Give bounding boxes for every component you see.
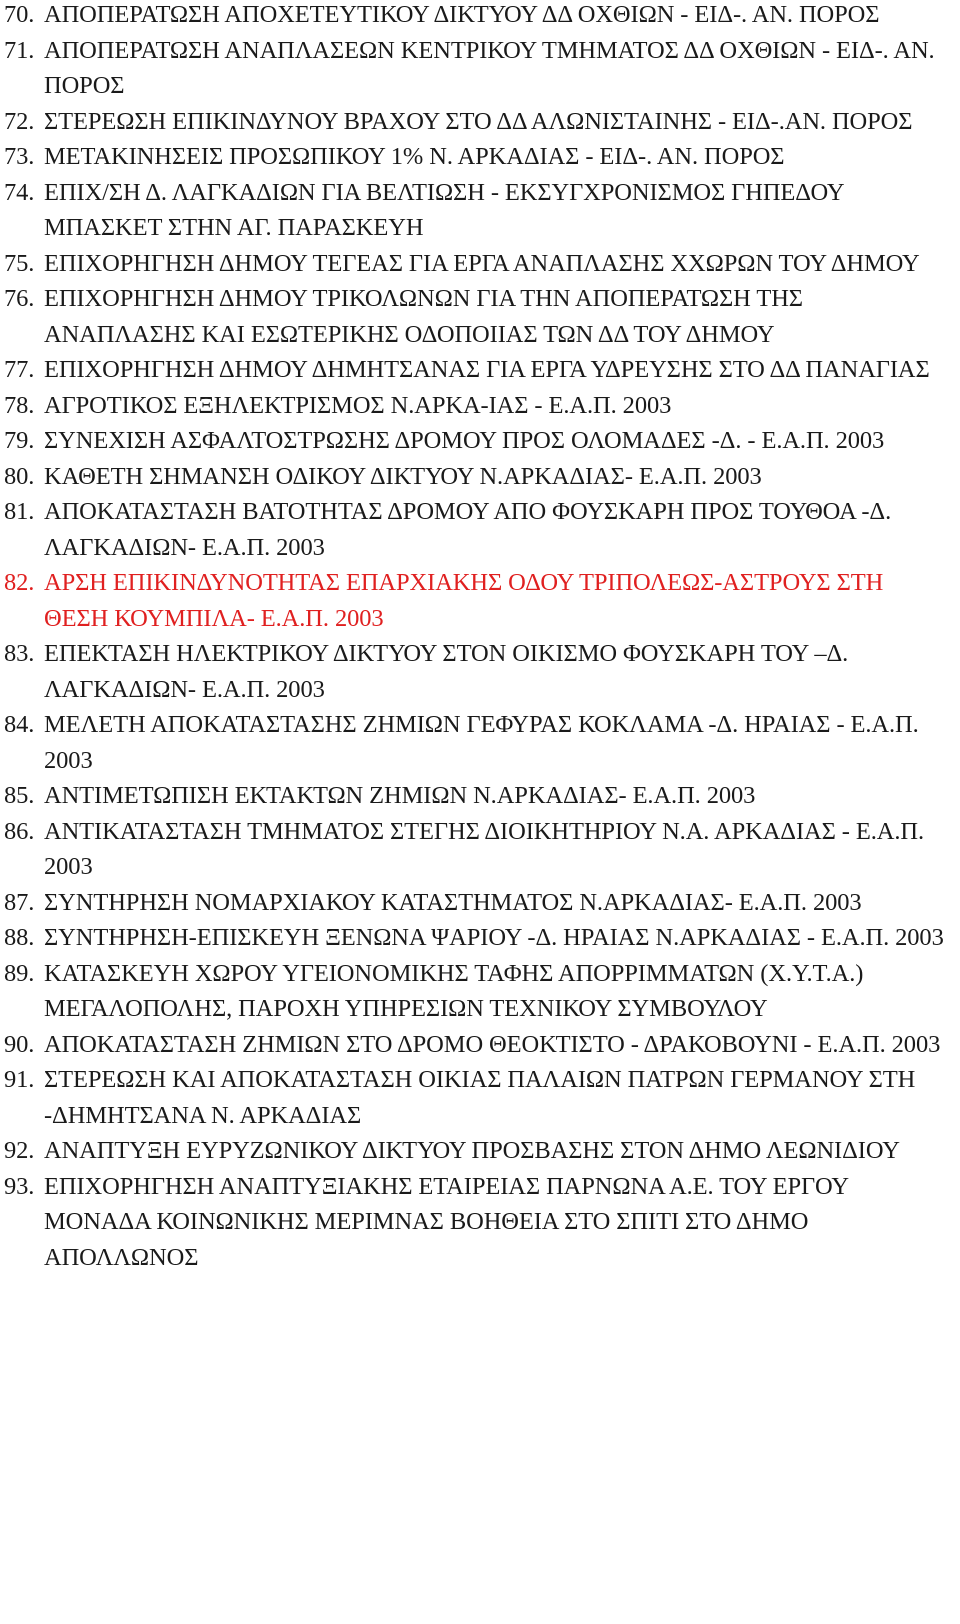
list-item [4, 423, 954, 459]
list-item [4, 885, 954, 921]
item-number: 75. [4, 249, 35, 277]
item-text: ΣΤΕΡΕΩΣΗ ΕΠΙΚΙΝΔΥΝΟΥ ΒΡΑΧΟΥ ΣΤΟ ΔΔ ΑΛΩΝΙΣΤΑΙΝΗΣ - ΕΙΔ-.ΑΝ. ΠΟΡΟΣ [44, 107, 913, 135]
item-number: 76. [4, 285, 35, 312]
item-text: ΜΕΛΕΤΗ ΑΠΟΚΑΤΑΣΤΑΣΗΣ ΖΗΜΙΩΝ ΓΕΦΥΡΑΣ ΚΟΚΛΑΜΑ -Δ. ΗΡΑΙΑΣ - Ε.Α.Π. 2003 [44, 711, 919, 774]
item-text: ΑΝΤΙΚΑΤΑΣΤΑΣΗ ΤΜΗΜΑΤΟΣ ΣΤΕΓΗΣ ΔΙΟΙΚΗΤΗΡΙΟΥ Ν.Α. ΑΡΚΑΔΙΑΣ - Ε.Α.Π. 2003 [44, 817, 924, 880]
item-number: 87. [4, 888, 35, 916]
item-text: ΜΕΤΑΚΙΝΗΣΕΙΣ ΠΡΟΣΩΠΙΚΟΥ 1% Ν. ΑΡΚΑΔΙΑΣ - ΕΙΔ-. ΑΝ. ΠΟΡΟΣ [44, 143, 785, 170]
item-number: 91. [4, 1066, 35, 1093]
item-number: 70. [4, 1, 35, 28]
item-text: ΣΥΝΕΧΙΣΗ ΑΣΦΑΛΤΟΣΤΡΩΣΗΣ ΔΡΟΜΟΥ ΠΡΟΣ ΟΛΟΜΑΔΕΣ -Δ. - Ε.Α.Π. 2003 [44, 427, 885, 454]
list-item [4, 104, 954, 140]
item-number: 92. [4, 1137, 35, 1164]
list-item [4, 956, 954, 1027]
item-text: ΕΠΙΧΟΡΗΓΗΣΗ ΔΗΜΟΥ ΤΡΙΚΟΛΩΝΩΝ ΓΙΑ ΤΗΝ ΑΠΟΠΕΡΑΤΩΣΗ ΤΗΣ ΑΝΑΠΛΑΣΗΣ ΚΑΙ ΕΣΩΤΕΡΙΚΗΣ ΟΔΟΠΟΙΙΑΣ ΤΩΝ ΔΔ ΤΟΥ ΔΗΜΟΥ [44, 285, 803, 348]
item-number: 79. [4, 427, 35, 454]
item-number: 85. [4, 782, 35, 809]
item-number: 88. [4, 924, 35, 951]
list-item [4, 707, 954, 778]
item-number: 83. [4, 640, 35, 667]
project-list [4, 0, 954, 1275]
item-text: ΑΠΟΠΕΡΑΤΩΣΗ ΑΠΟΧΕΤΕΥΤΙΚΟΥ ΔΙΚΤΥΟΥ ΔΔ ΟΧΘΙΩΝ - ΕΙΔ-. ΑΝ. ΠΟΡΟΣ [44, 1, 880, 28]
item-text: ΕΠΙΧΟΡΗΓΗΣΗ ΔΗΜΟΥ ΔΗΜΗΤΣΑΝΑΣ ΓΙΑ ΕΡΓΑ ΥΔΡΕΥΣΗΣ ΣΤΟ ΔΔ ΠΑΝΑΓΙΑΣ [44, 356, 930, 383]
item-text: ΑΠΟΠΕΡΑΤΩΣΗ ΑΝΑΠΛΑΣΕΩΝ ΚΕΝΤΡΙΚΟΥ ΤΜΗΜΑΤΟΣ ΔΔ ΟΧΘΙΩΝ - ΕΙΔ-. ΑΝ. ΠΟΡΟΣ [44, 36, 935, 99]
list-item [4, 494, 954, 565]
list-item [4, 281, 954, 352]
item-text: ΣΤΕΡΕΩΣΗ ΚΑΙ ΑΠΟΚΑΤΑΣΤΑΣΗ ΟΙΚΙΑΣ ΠΑΛΑΙΩΝ ΠΑΤΡΩΝ ΓΕΡΜΑΝΟΥ ΣΤΗ -ΔΗΜΗΤΣΑΝΑ Ν. ΑΡΚΑΔΙΑΣ [44, 1066, 916, 1129]
item-number: 77. [4, 356, 35, 383]
item-number: 78. [4, 391, 35, 419]
item-number: 86. [4, 817, 35, 845]
item-text: ΚΑΤΑΣΚΕΥΗ ΧΩΡΟΥ ΥΓΕΙΟΝΟΜΙΚΗΣ ΤΑΦΗΣ ΑΠΟΡΡΙΜΜΑΤΩΝ (Χ.Υ.Τ.Α.) ΜΕΓΑΛΟΠΟΛΗΣ, ΠΑΡΟΧΗ ΥΠΗΡΕΣΙΩΝ ΤΕΧΝΙΚΟΥ ΣΥΜΒΟΥΛΟΥ [44, 959, 864, 1022]
item-text: ΣΥΝΤΗΡΗΣΗ ΝΟΜΑΡΧΙΑΚΟΥ ΚΑΤΑΣΤΗΜΑΤΟΣ Ν.ΑΡΚΑΔΙΑΣ- Ε.Α.Π. 2003 [44, 888, 862, 916]
item-number: 82. [4, 569, 35, 596]
item-text: ΕΠΙΧ/ΣΗ Δ. ΛΑΓΚΑΔΙΩΝ ΓΙΑ ΒΕΛΤΙΩΣΗ - ΕΚΣΥΓΧΡΟΝΙΣΜΟΣ ΓΗΠΕΔΟΥ ΜΠΑΣΚΕΤ ΣΤΗΝ ΑΓ. ΠΑΡΑΣΚΕΥΗ [44, 178, 844, 241]
item-number: 90. [4, 1030, 35, 1058]
list-item [4, 636, 954, 707]
item-number: 73. [4, 143, 35, 170]
item-number: 74. [4, 178, 35, 206]
item-text: ΣΥΝΤΗΡΗΣΗ-ΕΠΙΣΚΕΥΗ ΞΕΝΩΝΑ ΨΑΡΙΟΥ -Δ. ΗΡΑΙΑΣ Ν.ΑΡΚΑΔΙΑΣ - Ε.Α.Π. 2003 [44, 924, 944, 951]
item-text: ΚΑΘΕΤΗ ΣΗΜΑΝΣΗ ΟΔΙΚΟΥ ΔΙΚΤΥΟΥ Ν.ΑΡΚΑΔΙΑΣ- Ε.Α.Π. 2003 [44, 462, 762, 490]
item-number: 93. [4, 1172, 35, 1200]
item-number: 80. [4, 462, 35, 490]
item-text: ΑΓΡΟΤΙΚΟΣ ΕΞΗΛΕΚΤΡΙΣΜΟΣ Ν.ΑΡΚΑ-ΙΑΣ - Ε.Α.Π. 2003 [44, 391, 672, 419]
item-text: ΑΠΟΚΑΤΑΣΤΑΣΗ ΖΗΜΙΩΝ ΣΤΟ ΔΡΟΜΟ ΘΕΟΚΤΙΣΤΟ - ΔΡΑΚΟΒΟΥΝΙ - Ε.Α.Π. 2003 [44, 1030, 941, 1058]
item-text: ΑΠΟΚΑΤΑΣΤΑΣΗ ΒΑΤΟΤΗΤΑΣ ΔΡΟΜΟΥ ΑΠΟ ΦΟΥΣΚΑΡΗ ΠΡΟΣ ΤΟΥΘΟΑ -Δ. ΛΑΓΚΑΔΙΩΝ- Ε.Α.Π. 2003 [44, 498, 892, 561]
item-text: ΕΠΕΚΤΑΣΗ ΗΛΕΚΤΡΙΚΟΥ ΔΙΚΤΥΟΥ ΣΤΟΝ ΟΙΚΙΣΜΟ ΦΟΥΣΚΑΡΗ ΤΟΥ –Δ. ΛΑΓΚΑΔΙΩΝ- Ε.Α.Π. 2003 [44, 640, 849, 703]
item-text: ΑΝΑΠΤΥΞΗ ΕΥΡΥΖΩΝΙΚΟΥ ΔΙΚΤΥΟΥ ΠΡΟΣΒΑΣΗΣ ΣΤΟΝ ΔΗΜΟ ΛΕΩΝΙΔΙΟΥ [44, 1137, 900, 1164]
item-text: ΕΠΙΧΟΡΗΓΗΣΗ ΔΗΜΟΥ ΤΕΓΕΑΣ ΓΙΑ ΕΡΓΑ ΑΝΑΠΛΑΣΗΣ ΧΧΩΡΩΝ ΤΟΥ ΔΗΜΟΥ [44, 249, 920, 277]
list-item [4, 1133, 954, 1169]
item-number: 84. [4, 711, 35, 738]
item-number: 71. [4, 36, 35, 64]
list-item [4, 0, 954, 33]
item-text: ΕΠΙΧΟΡΗΓΗΣΗ ΑΝΑΠΤΥΞΙΑΚΗΣ ΕΤΑΙΡΕΙΑΣ ΠΑΡΝΩΝΑ Α.Ε. ΤΟΥ ΕΡΓΟΥ ΜΟΝΑΔΑ ΚΟΙΝΩΝΙΚΗΣ ΜΕΡΙΜΝΑΣ ΒΟΗΘΕΙΑ ΣΤΟ ΣΠΙΤΙ ΣΤΟ ΔΗΜΟ ΑΠΟΛΛΩΝΟΣ [44, 1172, 849, 1271]
list-item [4, 459, 954, 495]
list-item [4, 139, 954, 175]
list-item [4, 778, 954, 814]
item-number: 72. [4, 107, 35, 135]
list-item [4, 33, 954, 104]
list-item [4, 352, 954, 388]
list-item [4, 565, 954, 636]
item-number: 81. [4, 498, 35, 525]
item-number: 89. [4, 959, 35, 987]
list-item [4, 175, 954, 246]
list-item [4, 1169, 954, 1276]
list-item [4, 388, 954, 424]
item-text: ΑΡΣΗ ΕΠΙΚΙΝΔΥΝΟΤΗΤΑΣ ΕΠΑΡΧΙΑΚΗΣ ΟΔΟΥ ΤΡΙΠΟΛΕΩΣ-ΑΣΤΡΟΥΣ ΣΤΗ ΘΕΣΗ ΚΟΥΜΠΙΛΑ- Ε.Α.Π. 2003 [44, 569, 884, 632]
list-item [4, 920, 954, 956]
list-item [4, 814, 954, 885]
list-item [4, 246, 954, 282]
item-text: ΑΝΤΙΜΕΤΩΠΙΣΗ ΕΚΤΑΚΤΩΝ ΖΗΜΙΩΝ Ν.ΑΡΚΑΔΙΑΣ- Ε.Α.Π. 2003 [44, 782, 756, 809]
list-item [4, 1027, 954, 1063]
list-item [4, 1062, 954, 1133]
